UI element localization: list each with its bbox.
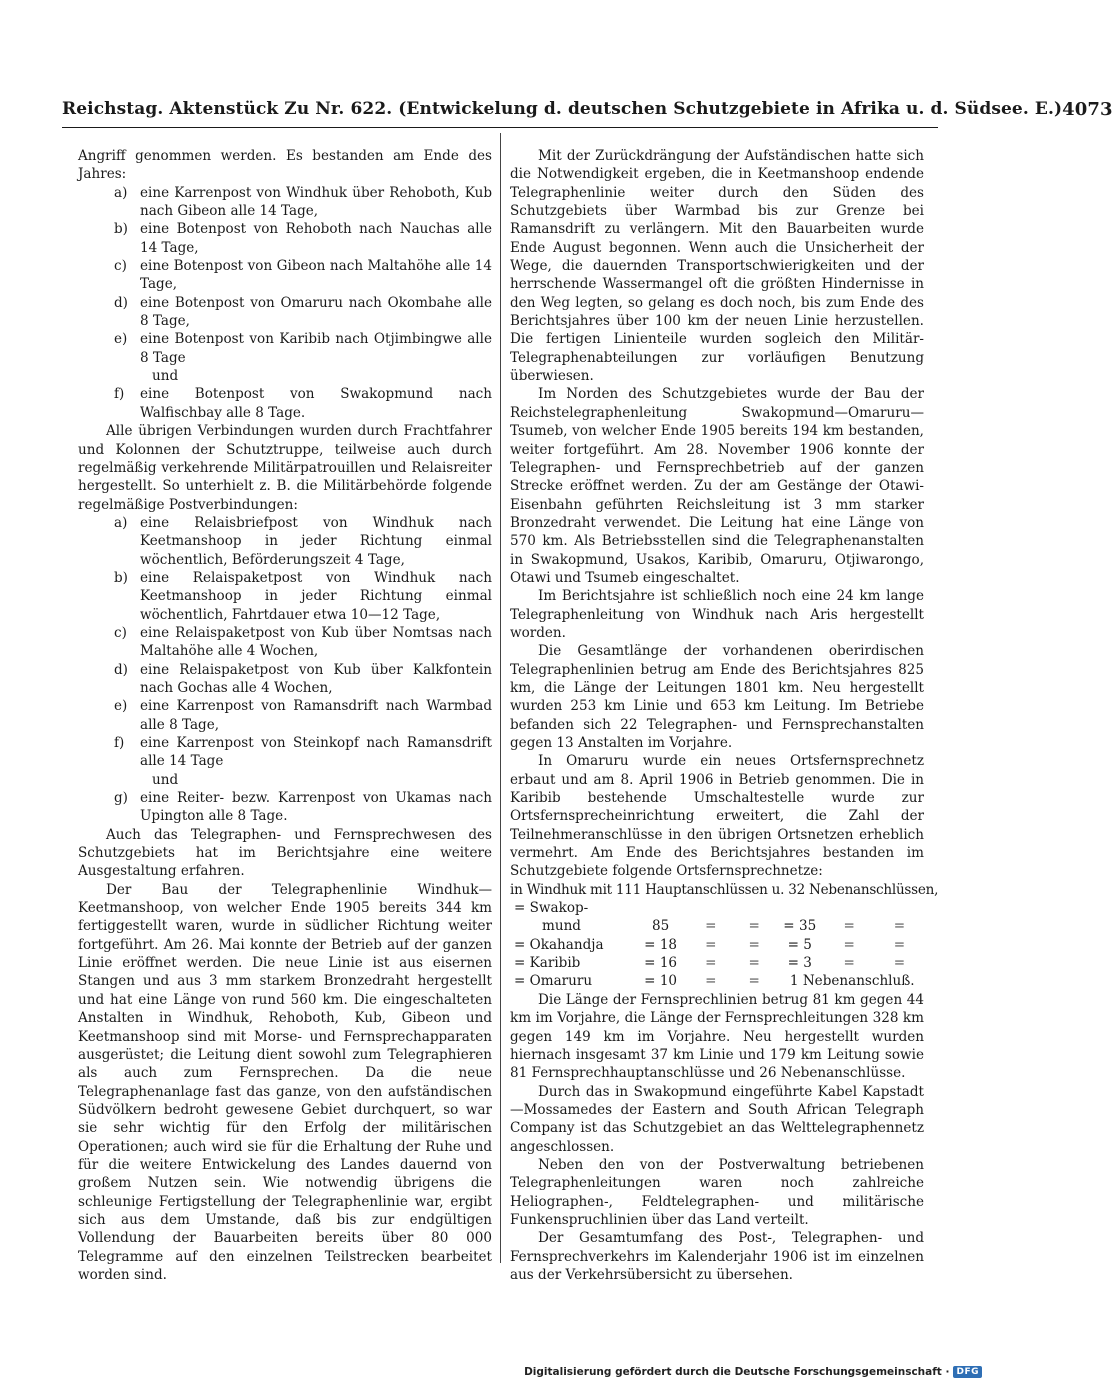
paragraph: Alle übrigen Verbindungen wurden durch Frachtfahrer und Kolonnen der Schutztruppe, teilweise auch durch regelmäßig verkehrende Militärpatrouillen und Relaisreiter hergestellt. So unterhielt z. B. die Militärbehörde folgende regelmäßige Postverbindungen: xyxy=(78,423,492,513)
table-cell: mund xyxy=(542,918,581,935)
list-label: b) xyxy=(114,569,128,586)
list-text: eine Relaispaketpost von Kub über Kalkfontein nach Gochas alle 4 Wochen, xyxy=(140,661,492,696)
dfg-logo-icon: DFG xyxy=(953,1366,982,1378)
table-cell: = xyxy=(893,918,906,935)
list-label: a) xyxy=(114,514,128,531)
table-cell: = 3 xyxy=(787,955,812,972)
list-label: f) xyxy=(114,735,125,751)
list-label: g) xyxy=(114,790,128,807)
paragraph: In Omaruru wurde ein neues Ortsfernsprechnetz erbaut und am 8. April 1906 in Betrieb genommen. Die in Karibib bestehende Umschaltestelle wurde zur Ortsfernsprecheinrichtung erweitert, die Zahl der Teilnehmeranschlüsse in den übrigen Ortsnetzen erheblich vermehrt. Am Ende des Berichtsjahres bestanden im Schutzgebiete folgende Ortsfernsprechnetze: xyxy=(510,753,924,880)
list-item xyxy=(78,661,492,698)
table-cell: = xyxy=(843,918,855,935)
header-rule xyxy=(62,127,938,128)
list-text: eine Karrenpost von Steinkopf nach Ramansdrift alle 14 Tage xyxy=(140,735,492,770)
list-text: eine Karrenpost von Ramansdrift nach Warmbad alle 8 Tage, xyxy=(140,698,492,733)
list-item xyxy=(78,220,492,257)
list-item xyxy=(78,624,492,661)
table-cell xyxy=(733,899,776,917)
table-cell: = Okahandja xyxy=(514,936,604,953)
list-item xyxy=(78,514,492,569)
column-divider xyxy=(500,133,501,1263)
table-cell xyxy=(824,899,875,917)
list-label: f) xyxy=(114,386,125,403)
page-header xyxy=(62,94,1113,124)
list-text: eine Relaisbriefpost von Windhuk nach Keetmanshoop in jeder Richtung einmal wöchentlich, Beförderungszeit 4 Tage, xyxy=(140,514,492,568)
table-cell xyxy=(776,899,824,917)
list-text: eine Relaispaketpost von Windhuk nach Keetmanshoop in jeder Richtung einmal wöchentlich, Fahrtdauer etwa 10—12 Tage, xyxy=(140,569,492,623)
left-column xyxy=(78,147,492,1284)
list-text: eine Botenpost von Karibib nach Otjimbingwe alle 8 Tage xyxy=(140,331,492,366)
table-row xyxy=(514,972,924,990)
list-text: eine Karrenpost von Windhuk über Rehoboth, Kub nach Gibeon alle 14 Tage, xyxy=(140,184,492,220)
table-cell: = 5 xyxy=(787,936,812,953)
list-item xyxy=(78,569,492,624)
list-label: e) xyxy=(114,331,128,348)
paragraph: Mit der Zurückdrängung der Aufständischen hatte sich die Notwendigkeit ergeben, die in Keetmanshoop endende Telegraphenlinie weiter durch den Süden des Schutzgebiets über Warmbad bis zur Grenze bei Ramansdrift zu verlängern. Mit den Bauarbeiten wurde Ende August begonnen. Wenn auch die Unsicherheit der Wege, die dauernden Transportschwierigkeiten und der herrschende Wassermangel oft die größten Hindernisse in den Weg legten, so gelang es doch noch, bis zum Ende des Berichtsjahres über 100 km der neuen Linie herzustellen. Die fertigen Linienteile wurden sogleich den Militär-Telegraphenabteilungen zur vorläufigen Benutzung überwiesen. xyxy=(510,148,924,385)
right-column xyxy=(510,147,939,1284)
paragraph: Auch das Telegraphen- und Fernsprechwesen des Schutzgebiets hat im Berichtsjahre eine weitere Ausgestaltung erfahren. xyxy=(78,826,492,880)
table-cell: = xyxy=(748,936,760,953)
table-cell: = xyxy=(843,955,855,972)
table-row xyxy=(514,899,924,917)
list-item xyxy=(78,385,492,422)
paragraph: Im Norden des Schutzgebietes wurde der Bau der Reichstelegraphenleitung Swakopmund—Omaruru—Tsumeb, von welcher Ende 1905 bereits 194 km bestanden, weiter fortgeführt. Am 28. November 1906 konnte der Telegraphen- und Fernsprechbetrieb auf der ganzen Strecke eröffnet werden. Zu der am Gestänge der Otawi-Eisenbahn geführten Reichsleitung ist 3 mm starker Bronzedraht verwendet. Die Leitung hat eine Länge von 570 km. Als Betriebsstellen sind die Telegraphenanstalten in Swakopmund, Usakos, Karibib, Omaruru, Otjiwarongo, Otawi und Tsumeb eingeschaltet. xyxy=(510,386,924,586)
paragraph: Durch das in Swakopmund eingeführte Kabel Kapstadt—Mossamedes der Eastern and South African Telegraph Company ist das Schutzgebiet an das Welttelegraphennetz angeschlossen. xyxy=(510,1083,924,1155)
table-cell: = xyxy=(705,955,717,972)
list-text: eine Reiter- bezw. Karrenpost von Ukamas nach Upington alle 8 Tage. xyxy=(140,790,492,825)
list-label: e) xyxy=(114,698,128,715)
list-label: c) xyxy=(114,624,127,641)
paragraph: Der Bau der Telegraphenlinie Windhuk—Keetmanshoop, von welcher Ende 1905 bereits 344 km fertiggestellt waren, wurde in südlicher Richtung weiter fortgeführt. Am 26. Mai konnte der Betrieb auf der ganzen Linie eröffnet werden. Die neue Linie ist aus eisernen Stangen und aus 3 mm starkem Bronzedraht hergestellt und hat eine Länge von rund 560 km. Die eingeschalteten Anstalten in Windhuk, Rehoboth, Kub, Gibeon und Keetmanshoop sind mit Morse- und Fernsprechapparaten ausgerüstet; die Leitung dient sowohl zum Telegraphieren als auch zum Fernsprechen. Da die neue Telegraphenanlage fast das ganze, von den aufständischen Südvölkern bedroht gewesene Gebiet durchquert, so war sie sehr wichtig für den Erfolg der militärischen Operationen; auch wird sie für die Erhaltung der Ruhe und für die weitere Entwickelung des Landes dauernd von großem Nutzen sein. Wie notwendig übrigens die schleunige Fertigstellung der Telegraphenlinie war, ergibt sich aus dem Umstande, daß bis zur endgültigen Vollendung der Bauarbeiten bereits über 80 000 Telegramme auf den einzelnen Teilstrecken bearbeitet worden sind. xyxy=(78,881,492,1283)
table-row xyxy=(514,917,924,935)
list-item xyxy=(78,697,492,734)
paragraph: Der Gesamtumfang des Post-, Telegraphen- und Fernsprechverkehrs im Kalenderjahr 1906 ist im einzelnen aus der Verkehrsübersicht zu übersehen. xyxy=(510,1230,924,1283)
page-number: 4073 xyxy=(1062,98,1113,120)
table-row xyxy=(514,954,924,972)
table-cell: = 35 xyxy=(783,918,817,935)
list-item xyxy=(78,789,492,826)
conjunction: und xyxy=(152,368,179,385)
table-cell xyxy=(632,899,689,917)
post-list-2 xyxy=(78,514,492,826)
list-item xyxy=(78,330,492,367)
list-item xyxy=(78,184,492,221)
table-cell xyxy=(875,899,924,917)
table-cell: = xyxy=(705,918,717,935)
table-cell: = xyxy=(893,955,906,972)
table-cell: 1 Nebenanschluß. xyxy=(789,973,915,990)
table-cell: = xyxy=(705,973,717,990)
post-list-1 xyxy=(78,184,492,422)
list-item xyxy=(78,294,492,331)
credit-text: Digitalisierung gefördert durch die Deutsche Forschungsgemeinschaft · xyxy=(524,1366,950,1378)
table-cell: = xyxy=(748,973,760,990)
table-cell: = 18 xyxy=(644,936,678,953)
paragraph: Die Länge der Fernsprechlinien betrug 81 km gegen 44 km im Vorjahre, die Länge der Fernsprechleitungen 328 km gegen 149 km im Vorjahre. Neu hergestellt wurden hiernach insgesamt 37 km Linie und 179 km Leitung sowie 81 Fernsprechhauptanschlüsse und 26 Nebenanschlüsse. xyxy=(510,991,924,1082)
list-label: d) xyxy=(114,661,128,678)
list-text: eine Relaispaketpost von Kub über Nomtsas nach Maltahöhe alle 4 Wochen, xyxy=(140,624,492,660)
paragraph: Die Gesamtlänge der vorhandenen oberirdischen Telegraphenlinien betrug am Ende des Berichtsjahres 825 km, die Länge der Leitungen 1801 km. Neu hergestellt wurden 253 km Linie und 653 km Leitung. Im Betriebe befanden sich 22 Telegraphen- und Fernsprechanstalten gegen 13 Anstalten im Vorjahre. xyxy=(510,643,924,751)
table-cell xyxy=(689,899,732,917)
telephone-network-table xyxy=(514,899,924,991)
table-cell: = xyxy=(705,936,717,953)
table-cell: = xyxy=(843,936,855,953)
table-cell: = Swakop- xyxy=(514,900,589,917)
table-cell: = xyxy=(893,936,906,953)
list-label: c) xyxy=(114,258,127,275)
list-text: eine Botenpost von Omaruru nach Okombahe alle 8 Tage, xyxy=(140,294,492,330)
list-item xyxy=(78,257,492,294)
paragraph: Im Berichtsjahre ist schließlich noch eine 24 km lange Telegraphenleitung von Windhuk nach Aris hergestellt worden. xyxy=(510,588,924,641)
telephone-list-heading: in Windhuk mit 111 Hauptanschlüssen u. 32 Nebenanschlüssen, xyxy=(510,881,939,898)
header-title: Reichstag. Aktenstück Zu Nr. 622. (Entwickelung d. deutschen Schutzgebiete in Afrika u. d. Südsee. E.) xyxy=(62,99,1063,119)
conjunction: und xyxy=(152,771,179,788)
table-cell: 85 xyxy=(651,918,670,935)
table-cell: = xyxy=(748,918,760,935)
list-text: eine Botenpost von Swakopmund nach Walfischbay alle 8 Tage. xyxy=(140,386,492,421)
table-cell: = 16 xyxy=(644,955,678,972)
table-cell: = Karibib xyxy=(514,955,581,972)
list-text: eine Botenpost von Rehoboth nach Nauchas alle 14 Tage, xyxy=(140,221,492,256)
table-cell: = xyxy=(748,955,760,972)
list-text: eine Botenpost von Gibeon nach Maltahöhe alle 14 Tage, xyxy=(140,258,492,293)
list-item xyxy=(78,734,492,771)
list-label: a) xyxy=(114,184,128,201)
table-cell: = Omaruru xyxy=(514,973,593,990)
paragraph: Angriff genommen werden. Es bestanden am Ende des Jahres: xyxy=(78,148,492,183)
table-row xyxy=(514,936,924,954)
list-label: b) xyxy=(114,221,128,238)
table-cell: = 10 xyxy=(644,973,678,990)
list-label: d) xyxy=(114,294,128,311)
digitization-credit xyxy=(524,1366,982,1378)
paragraph: Neben den von der Postverwaltung betriebenen Telegraphenleitungen waren noch zahlreiche Heliographen-, Feldtelegraphen- und militärische Funkenspruchlinien über das Land verteilt. xyxy=(510,1156,924,1228)
